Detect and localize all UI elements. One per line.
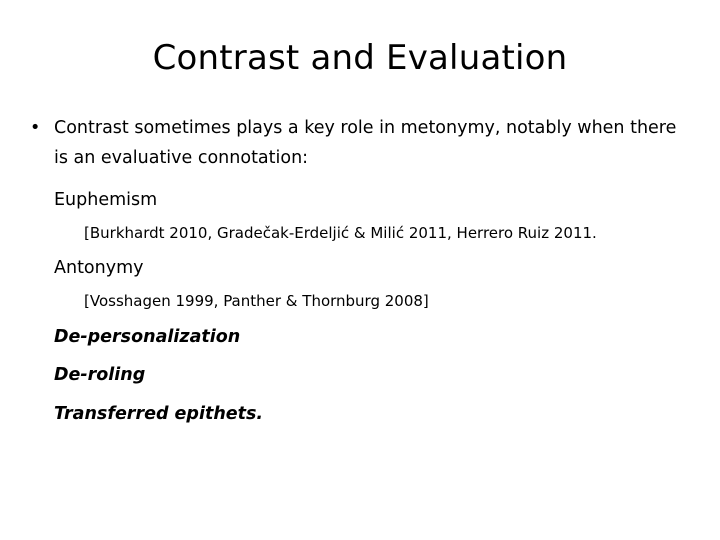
emphasized-depersonalization: De-personalization xyxy=(54,327,241,347)
bullet-text: Contrast sometimes plays a key role in metonymy, notably when there is an evaluative connotation: xyxy=(54,118,677,168)
emphasized-transferred-epithets: Transferred epithets. xyxy=(54,404,264,424)
item-euphemism-heading: Euphemism xyxy=(54,190,158,210)
item-antonymy-reference: [Vosshagen 1999, Panther & Thornburg 2008] xyxy=(84,292,429,310)
bullet-dot: • xyxy=(30,118,41,138)
slide-title: Contrast and Evaluation xyxy=(152,38,568,78)
emphasized-deroling: De-roling xyxy=(54,365,146,385)
item-antonymy-heading: Antonymy xyxy=(54,258,144,278)
item-euphemism-reference: [Burkhardt 2010, Gradečak-Erdeljić & Milić 2011, Herrero Ruiz 2011. xyxy=(84,224,597,242)
